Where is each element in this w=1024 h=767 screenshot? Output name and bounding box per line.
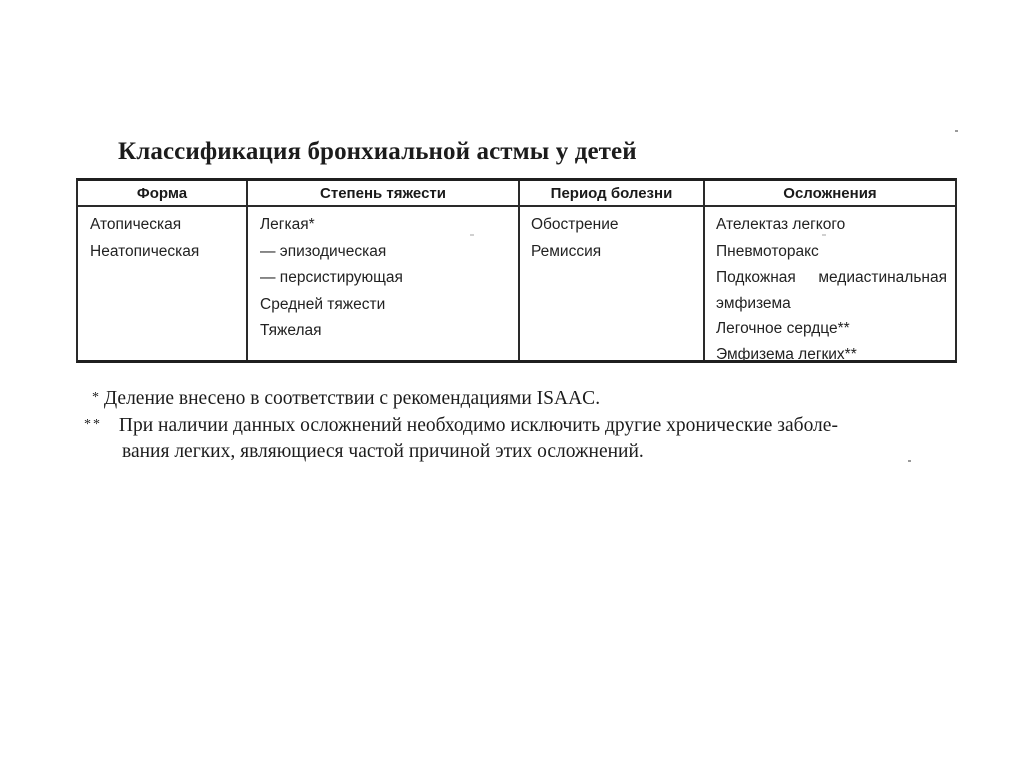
footnote-1 bbox=[84, 385, 964, 412]
complication-word: медиастинальная bbox=[818, 269, 947, 286]
column-oslozhneniya bbox=[703, 181, 955, 363]
stepen-item: — персистирующая bbox=[260, 269, 403, 286]
period-item: Обострение bbox=[531, 216, 619, 233]
column-stepen bbox=[246, 181, 518, 360]
stepen-item: — эпизодическая bbox=[260, 242, 387, 260]
classification-table bbox=[76, 178, 957, 363]
column-forma bbox=[78, 181, 246, 360]
forma-item: Неатопическая bbox=[90, 242, 200, 260]
footnote-text: вания легких, являющиеся частой причиной этих осложнений. bbox=[122, 441, 644, 462]
stepen-item: Легкая* bbox=[260, 216, 315, 233]
scan-speck bbox=[822, 234, 826, 236]
page-title: Классификация бронхиальной астмы у детей bbox=[118, 138, 637, 165]
complication-item: Легочное сердце** bbox=[716, 319, 850, 337]
cell-period bbox=[520, 207, 703, 265]
footnote-mark: ** bbox=[84, 417, 102, 432]
footnote-2-continuation bbox=[84, 439, 964, 465]
cell-stepen bbox=[248, 207, 518, 345]
header-period: Период болезни bbox=[520, 181, 703, 207]
complication-item-continuation: эмфизема bbox=[716, 294, 791, 312]
header-stepen: Степень тяжести bbox=[248, 181, 518, 207]
complication-item: Эмфизема легких** bbox=[716, 346, 857, 363]
footnote-2 bbox=[84, 412, 964, 439]
header-forma: Форма bbox=[78, 181, 246, 207]
complication-item: Ателектаз легкого bbox=[716, 216, 846, 233]
cell-oslozhneniya bbox=[705, 207, 955, 369]
cell-forma bbox=[78, 207, 246, 265]
footnotes bbox=[84, 385, 964, 465]
footnote-text: При наличии данных осложнений необходимо исключить другие хронические заболе- bbox=[118, 415, 838, 436]
scan-speck bbox=[470, 234, 474, 236]
column-period bbox=[518, 181, 703, 360]
scan-speck bbox=[955, 130, 958, 132]
complication-word: Подкожная bbox=[716, 269, 796, 286]
stepen-item: Средней тяжести bbox=[260, 295, 386, 313]
forma-item: Атопическая bbox=[90, 216, 182, 233]
scan-speck bbox=[908, 460, 911, 462]
header-oslozhneniya: Осложнения bbox=[705, 181, 955, 207]
complication-item: Пневмоторакс bbox=[716, 242, 819, 260]
complication-item-multiline bbox=[716, 265, 947, 292]
footnote-mark: * bbox=[92, 390, 99, 405]
period-item: Ремиссия bbox=[531, 242, 602, 260]
stepen-item: Тяжелая bbox=[260, 322, 322, 339]
footnote-text: Деление внесено в соответствии с рекомендациями ISAAC. bbox=[103, 388, 601, 409]
